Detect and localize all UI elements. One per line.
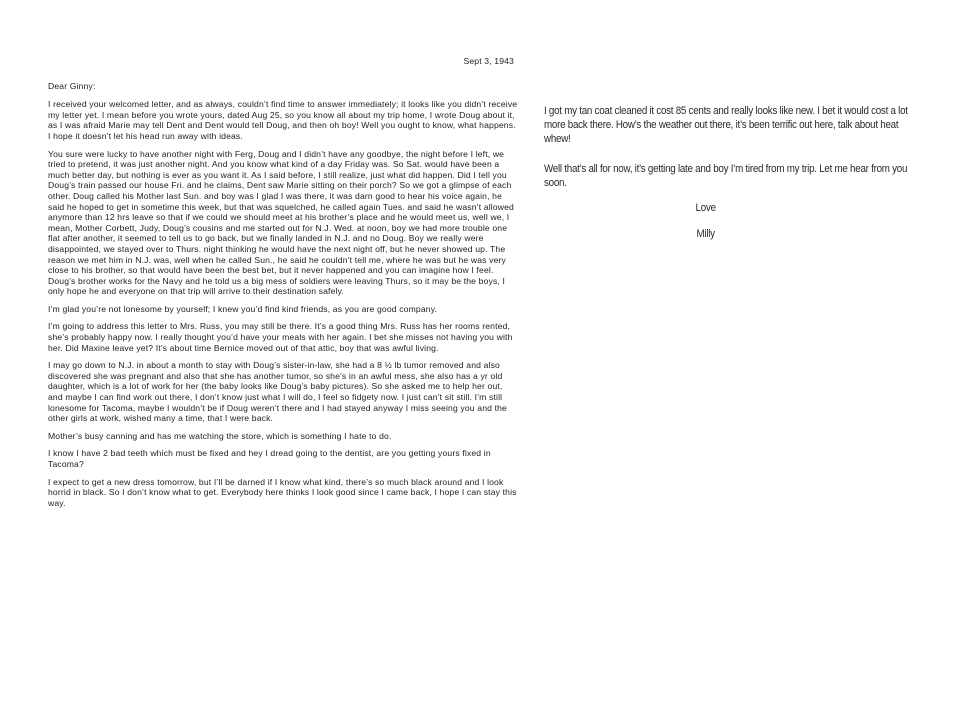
paragraph-7: I know I have 2 bad teeth which must be fixed and hey I dread going to the dentist, are you getting yours fixed in Tacoma? [48,448,491,469]
paragraph-1: I received your welcomed letter, and as always, couldn’t find time to answer immediately; it looks like you didn’t receive my letter yet. I mean before you wrote yours, dated Aug 25, so you know all about my trip home, I wrote Doug about it, as I was afraid Marie may tell Dent and Dent would tell Doug, and then oh boy! Well you ought to know, what happens. I hope it doesn’t let his head run away with ideas. [48,99,518,141]
letter-page-one [48,56,518,515]
paragraph-3: I’m glad you’re not lonesome by yourself; I knew you’d find kind friends, as you are good company. [48,303,438,314]
paragraph-5: I may go down to N.J. in about a month to stay with Doug’s sister-in-law, she had a 8 ½ lb tumor removed and also discovered she was pregnant and also that she has another tumor, so she’s in an awful mess, she also has a yr old daughter, which is a lot of work for her (the baby looks like Doug’s baby pictures). So she asked me to help her out, and maybe I can find work out there, I don’t know just what I will do, I feel so fidgety now. I just can’t sit still. I’m still lonesome for Tacoma, maybe I wouldn’t be if Doug weren’t there and I had stayed anyway I miss seeing you and the other girls at work, wished many a time, that I were back. [48,360,507,424]
letter-page-two [544,104,924,241]
paragraph-4: I’m going to address this letter to Mrs. Russ, you may still be there. It’s a good thing Mrs. Russ has her rooms rented, she’s probably happy now. I really thought you’d have your meals with her again. I bet she misses not having you with her. Did Maxine leave yet? It’s about time Bernice moved out of that attic, boy that was awful living. [48,321,513,353]
letter-signature: Milly [696,228,715,241]
letter-greeting: Dear Ginny: [48,80,96,91]
paragraph-2: You sure were lucky to have another night with Ferg, Doug and I didn’t have any goodbye, the night before I left, we tried to pretend, it was just another night. And you know what kind of a day Friday was. So Sat. would have been a much better day, but nothing is ever as you want it. As I said before, I still realize, just what did happen. Did I tell you Doug’s train passed our house Fri. and he claims, Dent saw Marie sitting on their porch? So we got a glimpse of each other. Doug called his Mother last Sun. and boy was I glad I was there, it was darn good to hear his voice again, he said he hoped to get in sometime this week, but that was squelched, he called again Tues. and said he wasn’t allowed anymore than 12 hrs leave so that if we could we should meet at his brother’s place and he would meet us, well we, I mean, Mother Corbett, Judy, Doug’s cousins and me started out for N.J. Wed. at noon, boy we had more trouble one flat after another, it seemed to tell us to go back, but we finally landed in N.J. and no Doug. Boy we really were disappointed, we stayed over to Thurs. night thinking he would have the next night off, but he never showed up. The reason we met him in N.J. was, well when he called Sun., he said he couldn’t tell me, where he was but he was very close to his brother, so that would have been the best bet, but it never happened and you can imagine how I feel. Doug’s brother works for the Navy and he told us a big mess of soldiers were leaving Thurs, so it may be the boys, I only hope he and everyone on that trip will arrive to their destination safely. [48,148,514,297]
letter-date: Sept 3, 1943 [463,56,514,66]
paragraph-6: Mother’s busy canning and has me watching the store, which is something I hate to do. [48,430,392,441]
paragraph-8: I expect to get a new dress tomorrow, but I’ll be darned if I know what kind, there’s so much black around and I look horrid in black. So I don’t know what to get. Everybody here thinks I look good since I came back, I hope I can stay this way. [48,476,517,508]
letter-closing: Love [695,202,716,215]
paragraph-10: Well that’s all for now, it’s getting late and boy I’m tired from my trip. Let me hear from you soon. [544,162,908,189]
paragraph-9: I got my tan coat cleaned it cost 85 cents and really looks like new. I bet it would cost a lot more back there. How’s the weather out there, it’s been terrific out here, talk about heat whew! [544,105,908,146]
